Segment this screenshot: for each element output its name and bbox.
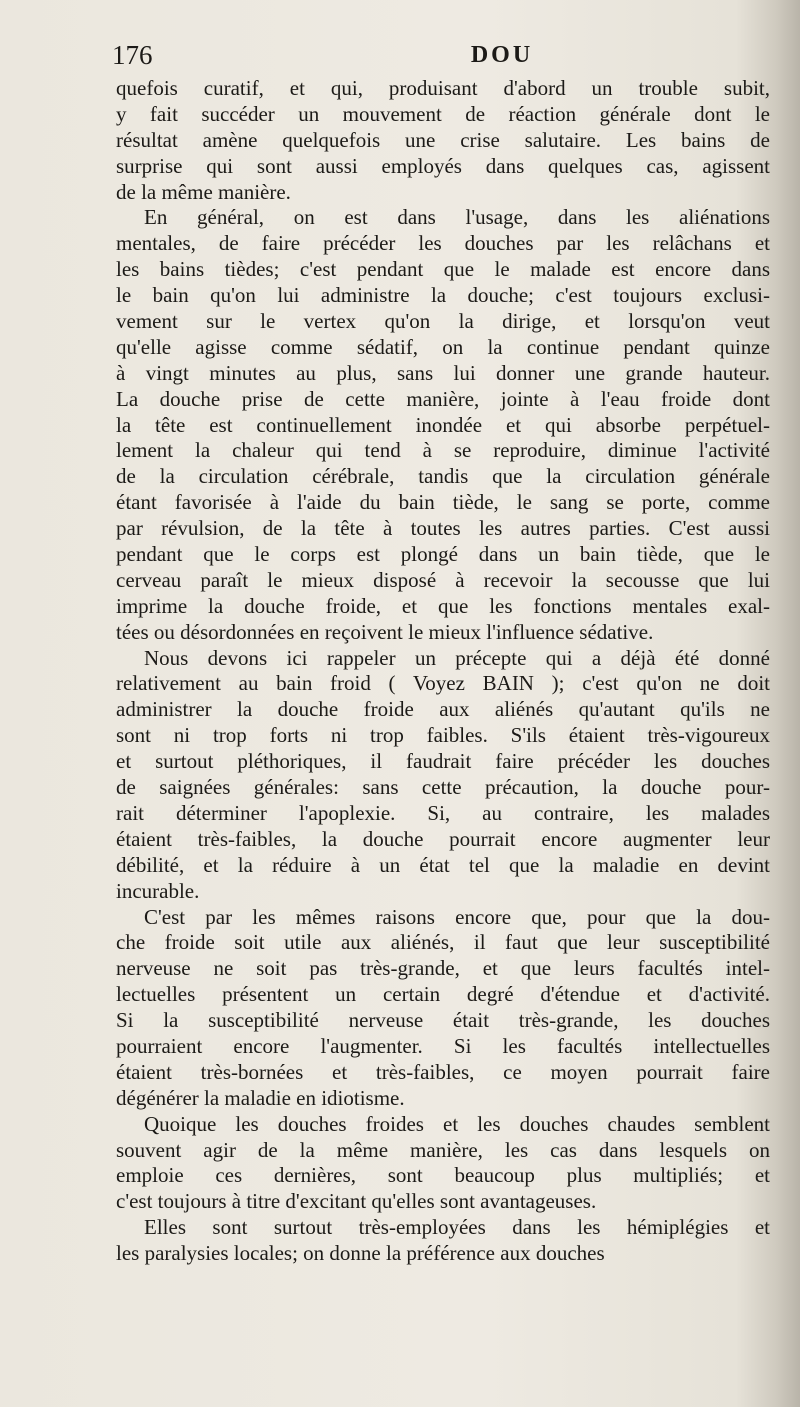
text-line: lement la chaleur qui tend à se reproduire, diminue l'activité	[116, 438, 770, 463]
text-line: de la même manière.	[116, 179, 291, 204]
paragraph	[116, 1215, 770, 1267]
body-text	[116, 76, 770, 1267]
text-line: et surtout pléthoriques, il faudrait faire précéder les douches	[116, 749, 770, 774]
text-line: étaient très-faibles, la douche pourrait encore augmenter leur	[116, 826, 770, 851]
text-line: rait déterminer l'apoplexie. Si, au contraire, les malades	[116, 800, 770, 825]
text-line: Elles sont surtout très-employées dans les hémiplégies et	[144, 1215, 770, 1240]
paragraph	[116, 76, 770, 205]
text-line: relativement au bain froid ( Voyez BAIN ); c'est qu'on ne doit	[116, 671, 770, 696]
text-line: qu'elle agisse comme sédatif, on la continue pendant quinze	[116, 334, 770, 359]
page-number: 176	[112, 40, 153, 70]
text-line: souvent agir de la même manière, les cas dans lesquels on	[116, 1137, 770, 1162]
text-line: y fait succéder un mouvement de réaction générale dont le	[116, 101, 770, 126]
text-line: dégénérer la maladie en idiotisme.	[116, 1085, 405, 1110]
text-line: étant favorisée à l'aide du bain tiède, le sang se porte, comme	[116, 490, 770, 515]
paragraph	[116, 905, 770, 1112]
text-line: emploie ces dernières, sont beaucoup plus multipliés; et	[116, 1163, 770, 1188]
paragraph	[116, 646, 770, 905]
text-line: La douche prise de cette manière, jointe à l'eau froide dont	[116, 386, 770, 411]
text-line: de saignées générales: sans cette précaution, la douche pour-	[116, 775, 770, 800]
text-line: surprise qui sont aussi employés dans quelques cas, agissent	[116, 153, 770, 178]
text-line: débilité, et la réduire à un état tel que la maladie en devint	[116, 852, 770, 877]
paragraph	[116, 205, 770, 645]
text-line: nerveuse ne soit pas très-grande, et que leurs facultés intel-	[116, 956, 770, 981]
text-line: cerveau paraît le mieux disposé à recevoir la secousse que lui	[116, 567, 770, 592]
text-line: le bain qu'on lui administre la douche; c'est toujours exclusi-	[116, 283, 770, 308]
text-line: de la circulation cérébrale, tandis que la circulation générale	[116, 464, 770, 489]
text-line: incurable.	[116, 878, 200, 903]
text-line: résultat amène quelquefois une crise salutaire. Les bains de	[116, 127, 770, 152]
text-line: Nous devons ici rappeler un précepte qui a déjà été donné	[144, 645, 770, 670]
text-line: vement sur le vertex qu'on la dirige, et lorsqu'on veut	[116, 309, 770, 334]
paragraph	[116, 1112, 770, 1216]
text-line: pendant que le corps est plongé dans un bain tiède, que le	[116, 542, 770, 567]
text-line: étaient très-bornées et très-faibles, ce moyen pourrait faire	[116, 1059, 770, 1084]
text-line: En général, on est dans l'usage, dans les aliénations	[144, 205, 770, 230]
text-line: à vingt minutes au plus, sans lui donner une grande hauteur.	[116, 360, 770, 385]
text-line: tées ou désordonnées en reçoivent le mieux l'influence sédative.	[116, 619, 654, 644]
text-line: mentales, de faire précéder les douches par les relâchans et	[116, 231, 770, 256]
text-line: Quoique les douches froides et les douches chaudes semblent	[144, 1111, 770, 1136]
text-line: par révulsion, de la tête à toutes les autres parties. C'est aussi	[116, 516, 770, 541]
text-line: lectuelles présentent un certain degré d'étendue et d'activité.	[116, 982, 770, 1007]
text-line: quefois curatif, et qui, produisant d'abord un trouble subit,	[116, 76, 770, 100]
text-line: pourraient encore l'augmenter. Si les facultés intellectuelles	[116, 1033, 770, 1058]
page-header	[112, 40, 760, 74]
text-line: Si la susceptibilité nerveuse était très-grande, les douches	[116, 1008, 770, 1033]
text-line: imprime la douche froide, et que les fonctions mentales exal-	[116, 593, 770, 618]
text-line: les bains tièdes; c'est pendant que le malade est encore dans	[116, 257, 770, 282]
running-head: DOU	[470, 42, 534, 68]
text-line: les paralysies locales; on donne la préférence aux douches	[116, 1241, 605, 1266]
text-line: che froide soit utile aux aliénés, il faut que leur susceptibilité	[116, 930, 770, 955]
text-line: sont ni trop forts ni trop faibles. S'ils étaient très-vigoureux	[116, 723, 770, 748]
text-line: c'est toujours à titre d'excitant qu'elles sont avantageuses.	[116, 1189, 597, 1214]
text-line: administrer la douche froide aux aliénés qu'autant qu'ils ne	[116, 697, 770, 722]
text-line: la tête est continuellement inondée et qui absorbe perpétuel-	[116, 412, 770, 437]
text-line: C'est par les mêmes raisons encore que, pour que la dou-	[144, 904, 770, 929]
